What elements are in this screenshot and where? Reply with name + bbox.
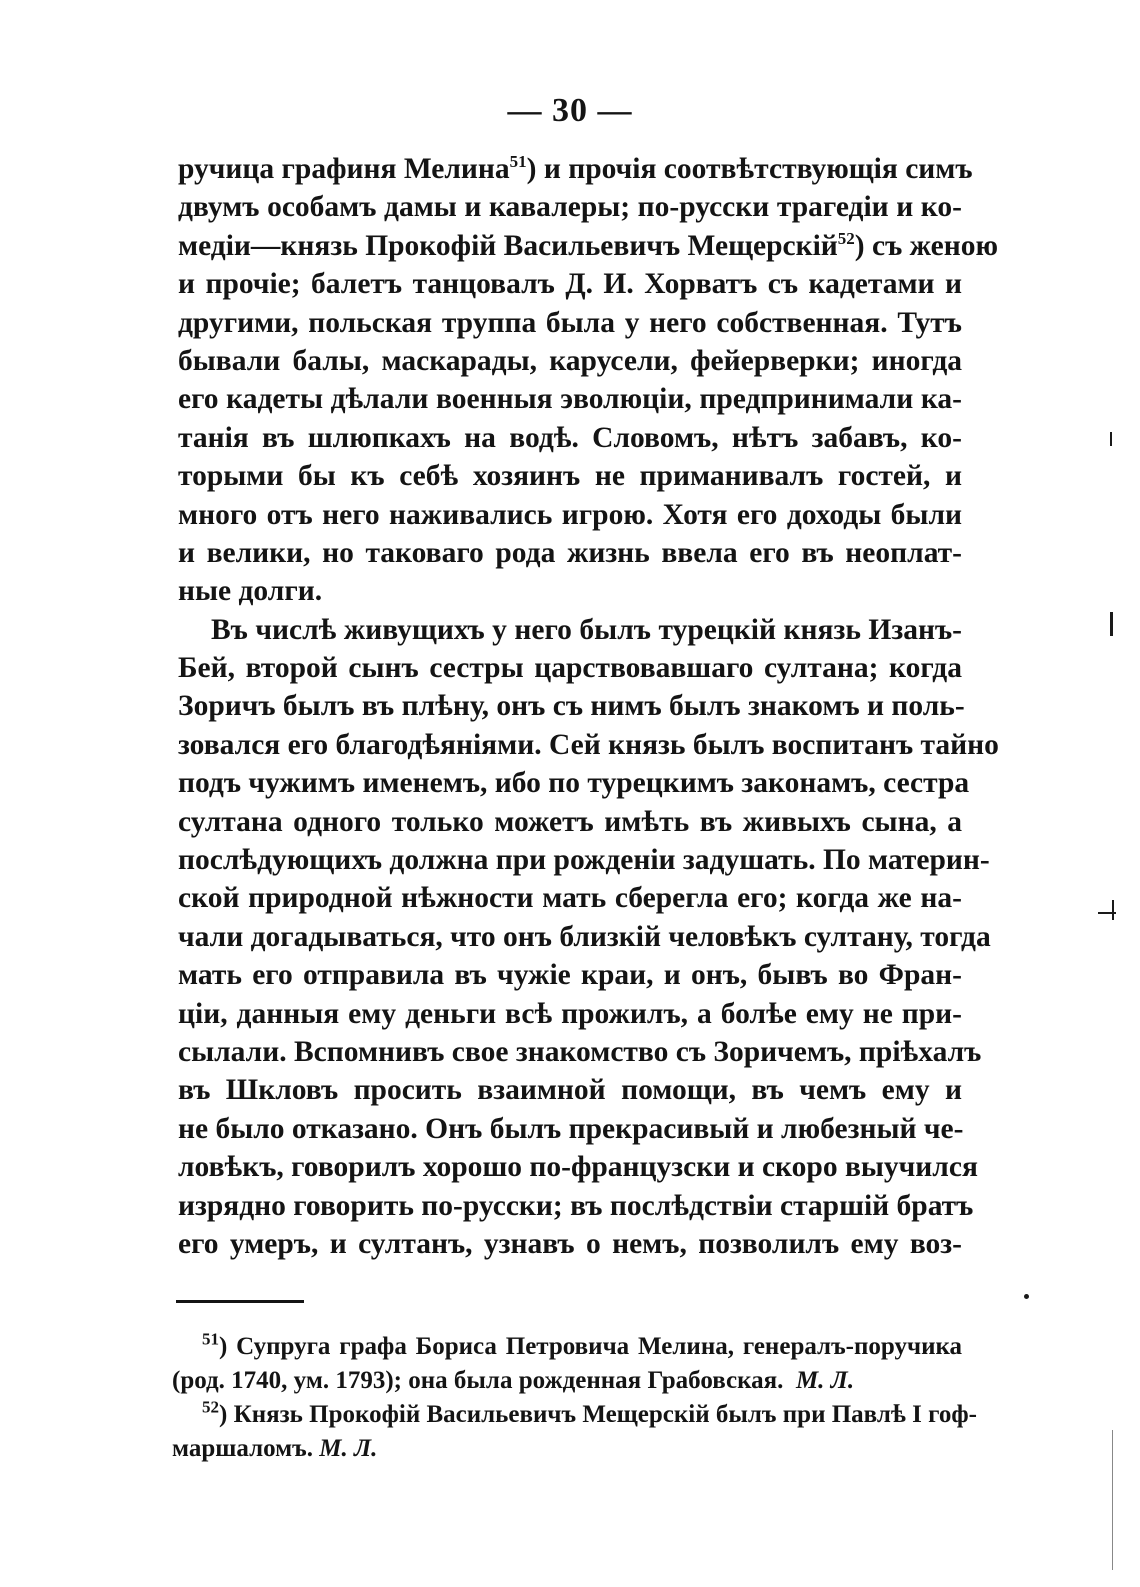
text-line-9: торыми бы къ себѣ хозяинъ не приманивалъ гостей, и [178,460,962,493]
footnote-ref-51[interactable]: 51 [509,152,527,172]
text-line-10: много отъ него наживались игрою. Хотя его доходы были [178,498,962,531]
text-line-8: танія въ шлюпкахъ на водѣ. Словомъ, нѣтъ забавъ, ко- [178,421,962,454]
text-line-18: султана одного только можетъ имѣть въ живыхъ сына, а [178,805,962,838]
text-line-15: Зоричъ былъ въ плѣну, онъ съ нимъ былъ знакомъ и поль- [178,690,965,723]
page-number: — 30 — [507,92,633,129]
text-line-3: медіи—князь Прокофій Васильевичъ Мещерскій$^{52}$) съ женою [178,228,999,262]
footnote-51-line-2: (род. 1740, ум. 1793); она была рожденная Грабовская. М. Л. [172,1367,855,1394]
margin-mark-6 [1112,1430,1113,1570]
text-line-20: ской природной нѣжности мать сберегла его; когда же на- [178,882,962,915]
footnote-52-line-2: маршаломъ. М. Л. [172,1435,378,1462]
text-line-11: и велики, но таковаго рода жизнь ввела его въ неоплат- [178,536,962,569]
text-line-1: ручица графиня Мелина$^{51}$) и прочія соотвѣтствующія симъ [178,152,973,185]
text-line-24: сылали. Вспомнивъ свое знакомство съ Зоричемъ, пріѣхалъ [178,1035,982,1068]
main-text [178,150,999,1263]
text-line-22: мать его отправила въ чужіе краи, и онъ, бывъ во Фран- [178,959,962,992]
footnote-51-mark: 51 [202,1329,219,1349]
footnotes [172,1329,977,1466]
footnote-separator [176,1300,304,1303]
footnote-51-line-1: $^{51}$) Супруга графа Бориса Петровича Мелина, генералъ-поручика [202,1329,962,1360]
text-line-28: изрядно говорить по-русски; въ послѣдствіи старшій братъ [178,1189,974,1222]
footnote-52-line-1: $^{52}$) Князь Прокофій Васильевичъ Мещерскій былъ при Павлѣ I гоф- [202,1397,977,1428]
margin-mark-1 [1110,432,1112,446]
text-line-26: не было отказано. Онъ былъ прекрасивый и любезный че- [178,1112,964,1145]
text-line-2: двумъ особамъ дамы и кавалеры; по-русски трагедіи и ко- [178,191,962,224]
footnote-52-mark: 52 [202,1397,219,1417]
text-line-5: другими, польская труппа была у него собственная. Тутъ [178,306,962,339]
text-line-4: и прочіе; балетъ танцовалъ Д. И. Хорватъ съ кадетами и [178,268,962,301]
footnote-52-signature: М. Л. [319,1435,378,1462]
text-line-13: Въ числѣ живущихъ у него былъ турецкій князь Изанъ- [211,613,962,646]
text-line-17: подъ чужимъ именемъ, ибо по турецкимъ законамъ, сестра [178,767,970,800]
footnote-ref-52[interactable]: 52 [837,228,855,248]
footnote-51-signature: М. Л. [795,1367,855,1394]
text-line-16: зовался его благодѣяніями. Сей князь былъ воспитанъ тайно [178,728,999,761]
margin-mark-5 [1024,1294,1029,1299]
margin-mark-2 [1110,612,1113,636]
margin-mark-4 [1112,900,1114,920]
text-line-7: его кадеты дѣлали военныя эволюціи, предпринимали ка- [178,383,962,416]
text-line-29: его умеръ, и султанъ, узнавъ о немъ, позволилъ ему воз- [178,1227,962,1260]
text-line-25: въ Шкловъ просить взаимной помощи, въ чемъ ему и [178,1074,962,1107]
text-line-12: ные долги. [178,575,323,608]
text-line-27: ловѣкъ, говорилъ хорошо по-французски и скоро выучился [178,1151,978,1184]
text-line-14: Бей, второй сынъ сестры царствовавшаго султана; когда [178,652,962,685]
text-line-21: чали догадываться, что онъ близкій человѣкъ султану, тогда [178,920,991,953]
text-line-19: послѣдующихъ должна при рожденіи задушать. По материн- [178,844,990,877]
text-line-23: ціи, данныя ему деньги всѣ прожилъ, а болѣе ему не при- [178,997,962,1030]
text-line-6: бывали балы, маскарады, карусели, фейерверки; иногда [178,344,962,377]
